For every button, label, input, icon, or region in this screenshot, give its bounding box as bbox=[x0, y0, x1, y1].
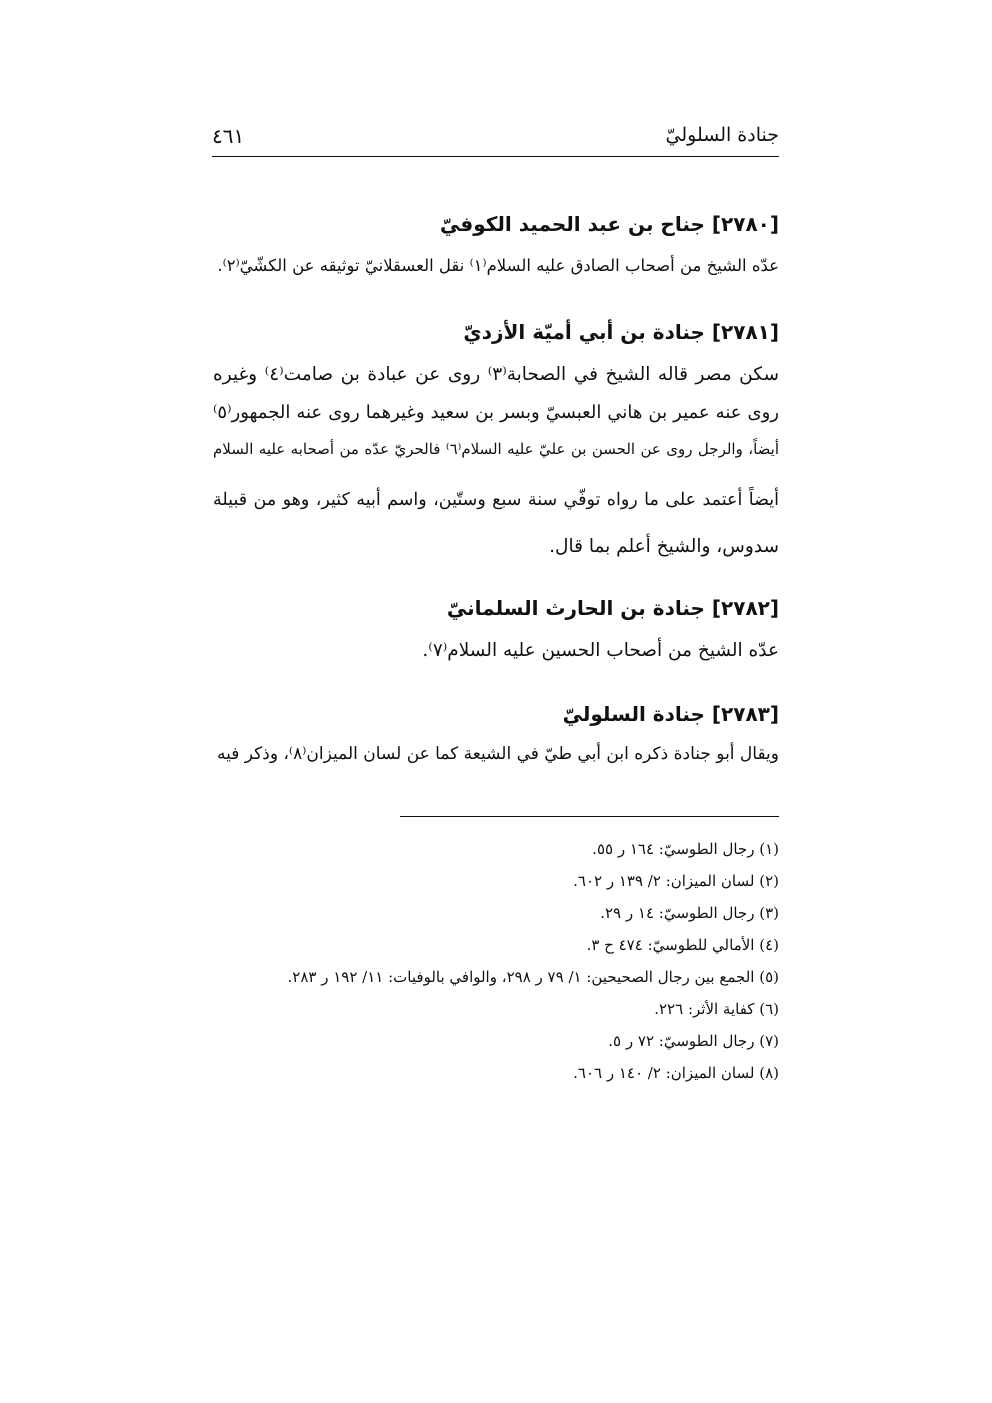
footnote-6: (٦) كفاية الأثر: ٢٢٦. bbox=[654, 1000, 779, 1018]
running-title: جنادة السلوليّ bbox=[665, 124, 779, 146]
entry-2781-line-1: سكن مصر قاله الشيخ في الصحابة⁽٣⁾ روى عن عبادة بن صامت⁽٤⁾ وغيره bbox=[213, 364, 779, 385]
footnote-8: (٨) لسان الميزان: ٢/ ١٤٠ ر ٦٠٦. bbox=[573, 1064, 779, 1082]
footnote-4: (٤) الأمالي للطوسيّ: ٤٧٤ ح ٣. bbox=[586, 936, 779, 954]
page-number: ٤٦١ bbox=[212, 124, 245, 148]
footnote-separator bbox=[400, 816, 779, 817]
footnote-7: (٧) رجال الطوسيّ: ٧٢ ر ٥. bbox=[608, 1032, 779, 1050]
entry-heading-2781: [٢٧٨١] جنادة بن أبي أميّة الأزديّ bbox=[463, 320, 779, 344]
entry-2781-line-5: سدوس، والشيخ أعلم بما قال. bbox=[549, 536, 779, 557]
entry-2781-line-2: روى عنه عمير بن هاني العبسيّ وبسر بن سعيد وغيرهما روى عنه الجمهور⁽٥⁾ bbox=[213, 402, 779, 423]
footnote-1: (١) رجال الطوسيّ: ١٦٤ ر ٥٥. bbox=[592, 840, 779, 858]
entry-heading-2782: [٢٧٨٢] جنادة بن الحارث السلمانيّ bbox=[446, 596, 779, 620]
entry-2782-line-1: عدّه الشيخ من أصحاب الحسين عليه السلام⁽٧⁾. bbox=[422, 640, 779, 661]
entry-2780-line-1: عدّه الشيخ من أصحاب الصادق عليه السلام⁽١⁾ نقل العسقلانيّ توثيقه عن الكشّيّ⁽٢⁾. bbox=[217, 256, 779, 275]
entry-heading-2780: [٢٧٨٠] جناح بن عبد الحميد الكوفيّ bbox=[439, 212, 779, 236]
entry-heading-2783: [٢٧٨٣] جنادة السلوليّ bbox=[562, 702, 779, 726]
entry-2781-line-4: أيضاً أعتمد على ما رواه توفّي سنة سبع وستّين، واسم أبيه كثير، وهو من قبيلة bbox=[213, 490, 779, 510]
header-rule bbox=[212, 156, 779, 157]
entry-2783-line-1: ويقال أبو جنادة ذكره ابن أبي طيّ في الشيعة كما عن لسان الميزان⁽٨⁾، وذكر فيه bbox=[217, 744, 779, 764]
entry-2781-line-3: أيضاً، والرجل روى عن الحسن بن عليّ عليه السلام⁽٦⁾ فالحريّ عدّه من أصحابه عليه السلام bbox=[213, 440, 780, 458]
footnote-5: (٥) الجمع بين رجال الصحيحين: ١/ ٧٩ ر ٢٩٨، والوافي بالوفيات: ١١/ ١٩٢ ر ٢٨٣. bbox=[287, 968, 779, 986]
footnote-2: (٢) لسان الميزان: ٢/ ١٣٩ ر ٦٠٢. bbox=[573, 872, 779, 890]
footnote-3: (٣) رجال الطوسيّ: ١٤ ر ٢٩. bbox=[600, 904, 779, 922]
running-header bbox=[212, 118, 779, 158]
